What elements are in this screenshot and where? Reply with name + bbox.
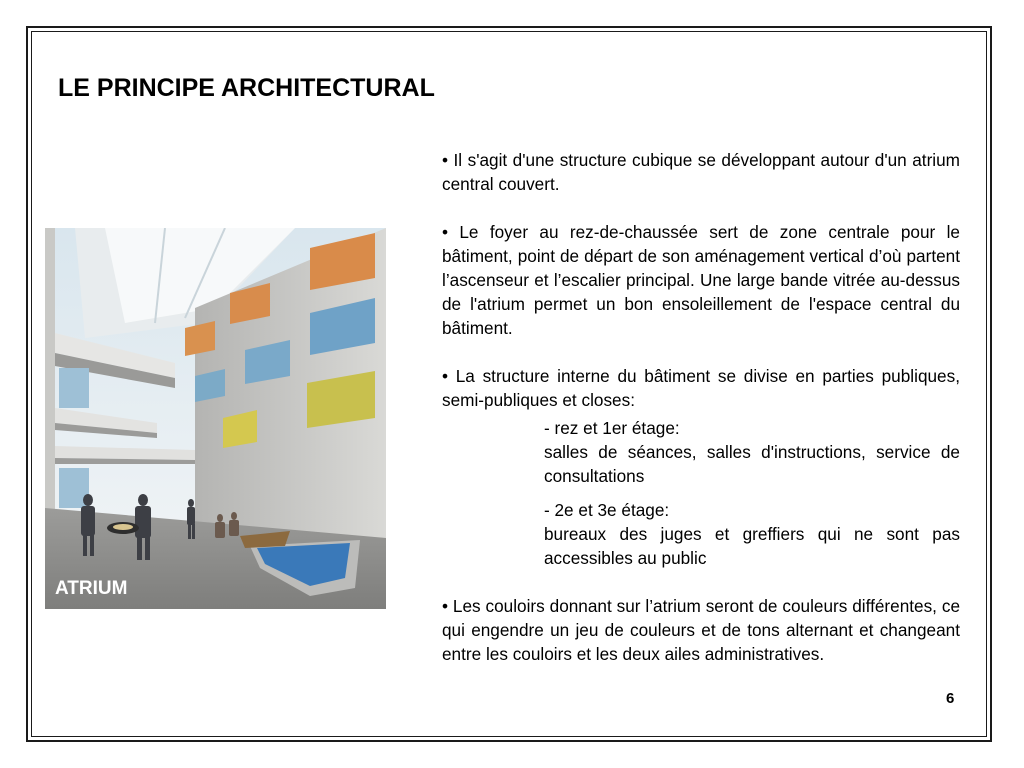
sub-heading-ground-first: - rez et 1er étage:	[544, 418, 680, 438]
slide-title: LE PRINCIPE ARCHITECTURAL	[58, 74, 435, 102]
atrium-illustration	[45, 228, 386, 609]
bullet-structure: • Il s'agit d'une structure cubique se développant autour d'un atrium central couvert.	[442, 150, 960, 194]
atrium-photo	[45, 228, 386, 609]
bullet-foyer: • Le foyer au rez-de-chaussée sert de zone centrale pour le bâtiment, point de départ de son aménagement vertical d’où partent l’ascenseur et l’escalier principal. Une large bande vitrée au-dessus de l'atrium permet un bon ensoleillement de l'espace central du bâtiment.	[442, 222, 960, 338]
sub-body-ground-first: salles de séances, salles d'instructions, service de consultations	[544, 442, 960, 486]
sub-body-second-third: bureaux des juges et greffiers qui ne sont pas accessibles au public	[544, 524, 960, 568]
slide-body	[442, 148, 960, 666]
bullet-internal-structure: • La structure interne du bâtiment se divise en parties publiques, semi-publiques et closes:	[442, 366, 960, 410]
sub-list-floors-2	[544, 498, 960, 570]
sub-heading-second-third: - 2e et 3e étage:	[544, 500, 670, 520]
sub-list-floors-1	[544, 416, 960, 488]
bullet-corridors: • Les couloirs donnant sur l’atrium seront de couleurs différentes, ce qui engendre un jeu de couleurs et de tons alternant et changeant entre les couloirs et les deux ailes administratives.	[442, 596, 960, 664]
photo-caption: ATRIUM	[55, 578, 128, 599]
page-number: 6	[946, 690, 955, 707]
